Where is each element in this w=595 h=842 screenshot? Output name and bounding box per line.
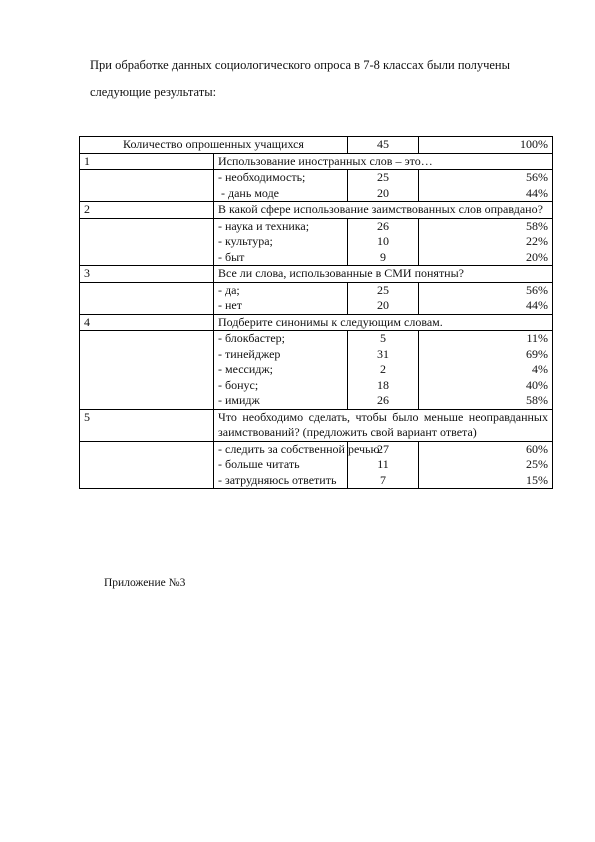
answer-option-label: - мессидж; bbox=[218, 362, 274, 376]
question-row bbox=[80, 153, 553, 170]
answer-percent: 69% bbox=[526, 346, 548, 361]
intro-line-2: следующие результаты: bbox=[90, 85, 217, 99]
answer-option-label: - блокбастер; bbox=[218, 331, 285, 345]
answer-counts-cell bbox=[348, 331, 419, 410]
question-number: 5 bbox=[80, 409, 214, 441]
answer-option-label: - бонус; bbox=[218, 377, 259, 392]
answer-option-label: - быт bbox=[218, 249, 245, 264]
question-text: Использование иностранных слов – это… bbox=[214, 153, 553, 170]
answer-option-label: - культура; bbox=[218, 234, 273, 248]
answer-count: 7 bbox=[380, 472, 386, 487]
answer-percent: 44% bbox=[526, 298, 548, 312]
answer-percent: 58% bbox=[526, 218, 548, 233]
intro-paragraph bbox=[90, 52, 560, 106]
answer-option-label: - больше читать bbox=[218, 457, 300, 471]
answer-count: 25 bbox=[377, 170, 389, 184]
answer-count: 10 bbox=[377, 234, 389, 248]
answer-percent: 20% bbox=[526, 249, 548, 264]
answers-row bbox=[80, 441, 553, 489]
answers-row bbox=[80, 331, 553, 410]
answers-row bbox=[80, 170, 553, 202]
answer-percent: 58% bbox=[526, 393, 548, 407]
answer-percent: 25% bbox=[526, 457, 548, 471]
answer-count: 26 bbox=[377, 218, 389, 233]
answer-percent: 4% bbox=[532, 362, 548, 376]
question-row bbox=[80, 266, 553, 283]
answer-count: 9 bbox=[380, 249, 386, 264]
answers-row bbox=[80, 218, 553, 266]
answer-options-cell bbox=[214, 331, 348, 410]
empty-cell bbox=[80, 331, 214, 410]
question-row bbox=[80, 314, 553, 331]
answer-percent: 56% bbox=[526, 170, 548, 184]
answer-options-cell bbox=[214, 218, 348, 266]
answer-percents-cell bbox=[419, 218, 553, 266]
respondents-count: 45 bbox=[348, 137, 419, 154]
answer-option-label: - необходимость; bbox=[218, 170, 306, 184]
answer-option-label: - да; bbox=[218, 282, 240, 297]
answer-percent: 56% bbox=[526, 282, 548, 297]
intro-line-1: При обработке данных социологического опроса в 7-8 классах были получены bbox=[90, 58, 511, 72]
answer-percents-cell bbox=[419, 331, 553, 410]
question-row bbox=[80, 409, 553, 441]
answer-percents-cell bbox=[419, 441, 553, 489]
answer-counts-cell bbox=[348, 170, 419, 202]
answer-count: 2 bbox=[380, 362, 386, 376]
question-text: Все ли слова, использованные в СМИ понятны? bbox=[214, 266, 553, 283]
question-number: 2 bbox=[80, 202, 214, 219]
question-text: Что необходимо сделать, чтобы было меньше неоправданных заимствований? (предложить свой вариант ответа) bbox=[214, 409, 553, 441]
respondents-label: Количество опрошенных учащихся bbox=[80, 137, 348, 154]
answer-option-label: - дань моде bbox=[218, 185, 280, 200]
question-text: Подберите синонимы к следующим словам. bbox=[214, 314, 553, 331]
answer-percent: 22% bbox=[526, 234, 548, 248]
answer-option-label: - затрудняюсь ответить bbox=[218, 472, 337, 487]
question-number: 3 bbox=[80, 266, 214, 283]
answer-percent: 15% bbox=[526, 472, 548, 487]
question-text: В какой сфере использование заимствованных слов оправдано? bbox=[214, 202, 553, 219]
answer-options-cell bbox=[214, 282, 348, 314]
answer-counts-cell bbox=[348, 218, 419, 266]
answer-option-label: - наука и техника; bbox=[218, 218, 310, 233]
answer-counts-cell bbox=[348, 282, 419, 314]
answer-count: 11 bbox=[377, 457, 389, 471]
answer-option-label: - следить за собственной речью bbox=[218, 441, 380, 456]
answer-option-label: - имидж bbox=[218, 393, 260, 407]
answer-percent: 44% bbox=[526, 185, 548, 200]
answer-count: 5 bbox=[380, 331, 386, 345]
survey-results-table bbox=[79, 136, 553, 489]
answer-count: 25 bbox=[377, 282, 389, 297]
empty-cell bbox=[80, 170, 214, 202]
empty-cell bbox=[80, 218, 214, 266]
empty-cell bbox=[80, 282, 214, 314]
question-number: 1 bbox=[80, 153, 214, 170]
answer-options-cell bbox=[214, 441, 380, 489]
answer-percents-cell bbox=[419, 170, 553, 202]
question-row bbox=[80, 202, 553, 219]
table-header-row bbox=[80, 137, 553, 154]
answer-count: 18 bbox=[377, 377, 389, 392]
respondents-percent: 100% bbox=[419, 137, 553, 154]
question-number: 4 bbox=[80, 314, 214, 331]
answer-options-cell bbox=[214, 170, 348, 202]
answer-count: 26 bbox=[377, 393, 389, 407]
answer-option-label: - нет bbox=[218, 298, 242, 312]
answer-percent: 11% bbox=[526, 331, 548, 345]
answers-row bbox=[80, 282, 553, 314]
answer-percents-cell bbox=[419, 282, 553, 314]
answer-percent: 40% bbox=[526, 377, 548, 392]
answer-count: 20 bbox=[377, 298, 389, 312]
answer-count: 31 bbox=[377, 346, 389, 361]
answer-percent: 60% bbox=[526, 441, 548, 456]
answer-option-label: - тинейджер bbox=[218, 346, 281, 361]
appendix-label: Приложение №3 bbox=[104, 577, 186, 589]
empty-cell bbox=[80, 441, 214, 489]
answer-count: 20 bbox=[377, 185, 389, 200]
answer-count: 27 bbox=[377, 441, 389, 456]
